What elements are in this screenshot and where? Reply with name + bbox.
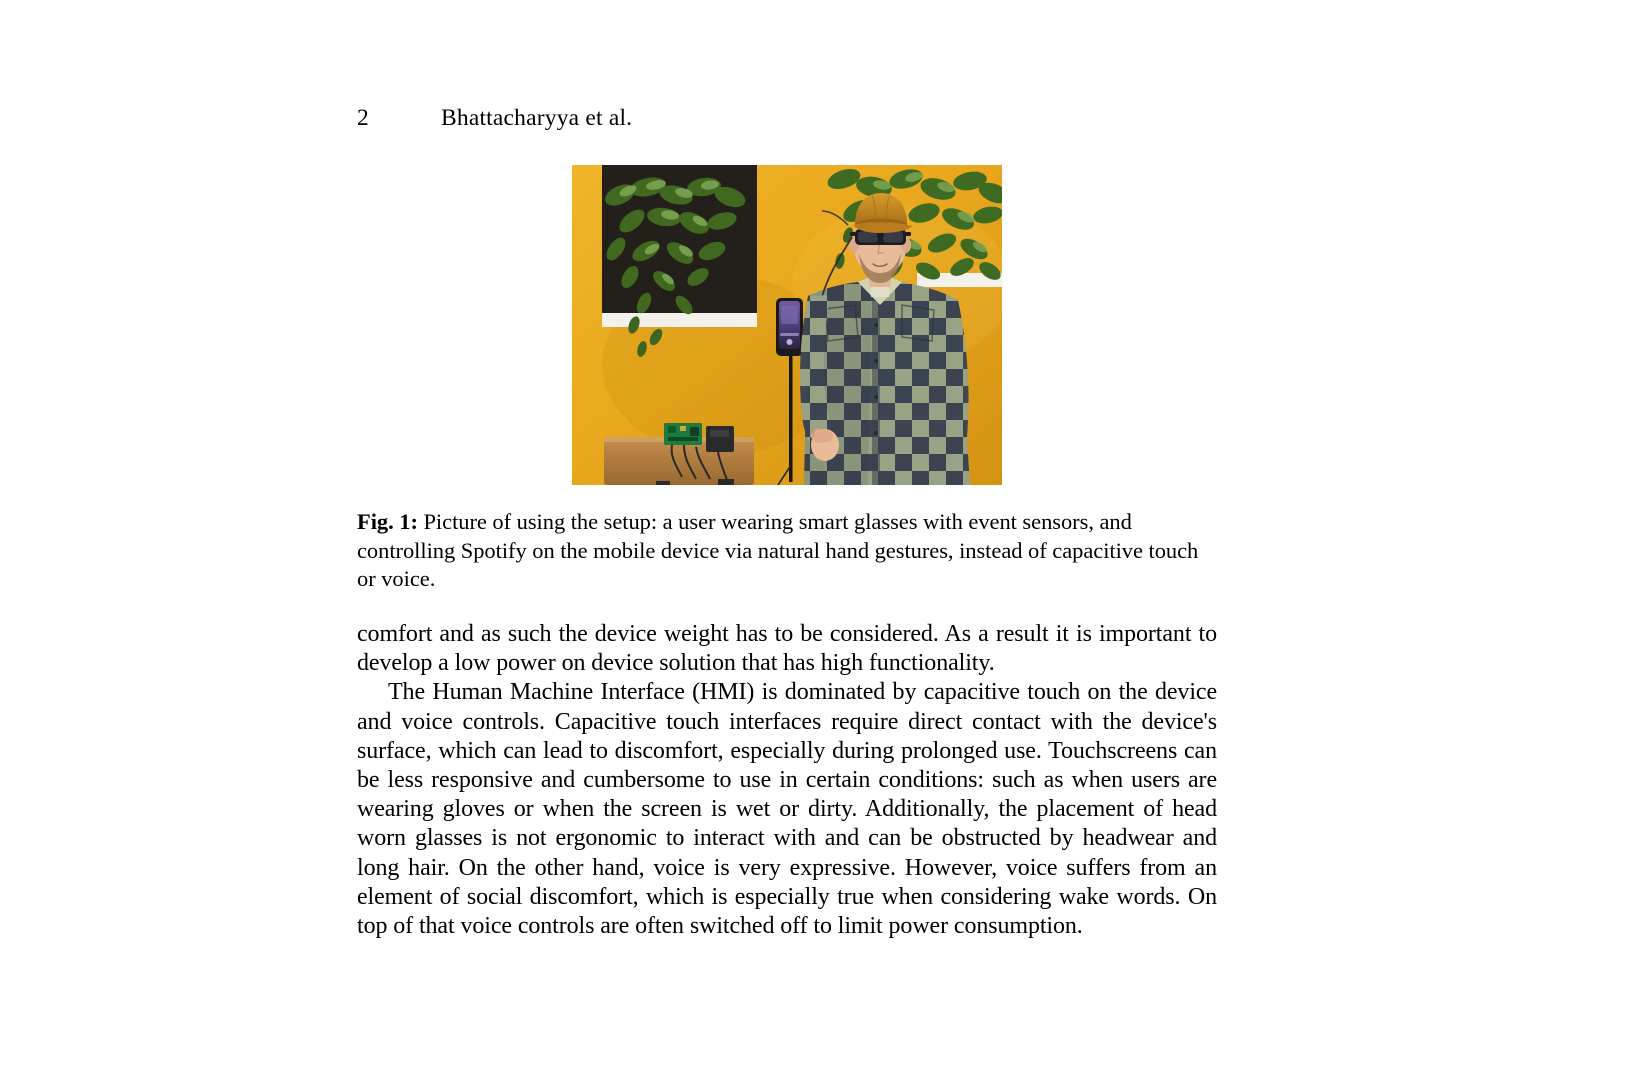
setup-photo-image — [572, 165, 1002, 485]
figure-caption-text: Picture of using the setup: a user wearing smart glasses with event sensors, and controlling Spotify on the mobile device via natural hand gestures, instead of capacitive touch or voice. — [357, 509, 1199, 591]
left-planter-ledge — [602, 313, 757, 327]
stand-pole — [789, 347, 793, 482]
page-number: 2 — [357, 105, 369, 131]
running-head — [357, 103, 1217, 133]
body-text — [357, 620, 1217, 941]
dev-board — [664, 423, 702, 445]
black-module — [706, 426, 734, 452]
figure-image-container — [357, 165, 1217, 485]
figure-caption — [357, 508, 1217, 594]
paragraph-continued: comfort and as such the device weight has to be considered. As a result it is important to develop a low power on device solution that has high functionality. — [357, 621, 1217, 677]
running-head-authors: Bhattacharyya et al. — [441, 105, 633, 131]
figure-1 — [357, 165, 1217, 485]
figure-label: Fig. 1: — [357, 509, 418, 534]
paragraph-hmi: The Human Machine Interface (HMI) is dominated by capacitive touch on the device and voice controls. Capacitive touch interfaces require direct contact with the device's surface, which can lead to discomfort, especially during prolonged use. Touchscreens can be less responsive and cumbersome to use in certain conditions: such as when users are wearing gloves or when the screen is wet or dirty. Additionally, the placement of head worn glasses is not ergonomic to interact with and can be obstructed by headwear and long hair. On the other hand, voice is very expressive. However, voice suffers from an element of social discomfort, which is especially true when considering wake words. On top of that voice controls are often switched off to limit power consumption. — [357, 679, 1217, 940]
